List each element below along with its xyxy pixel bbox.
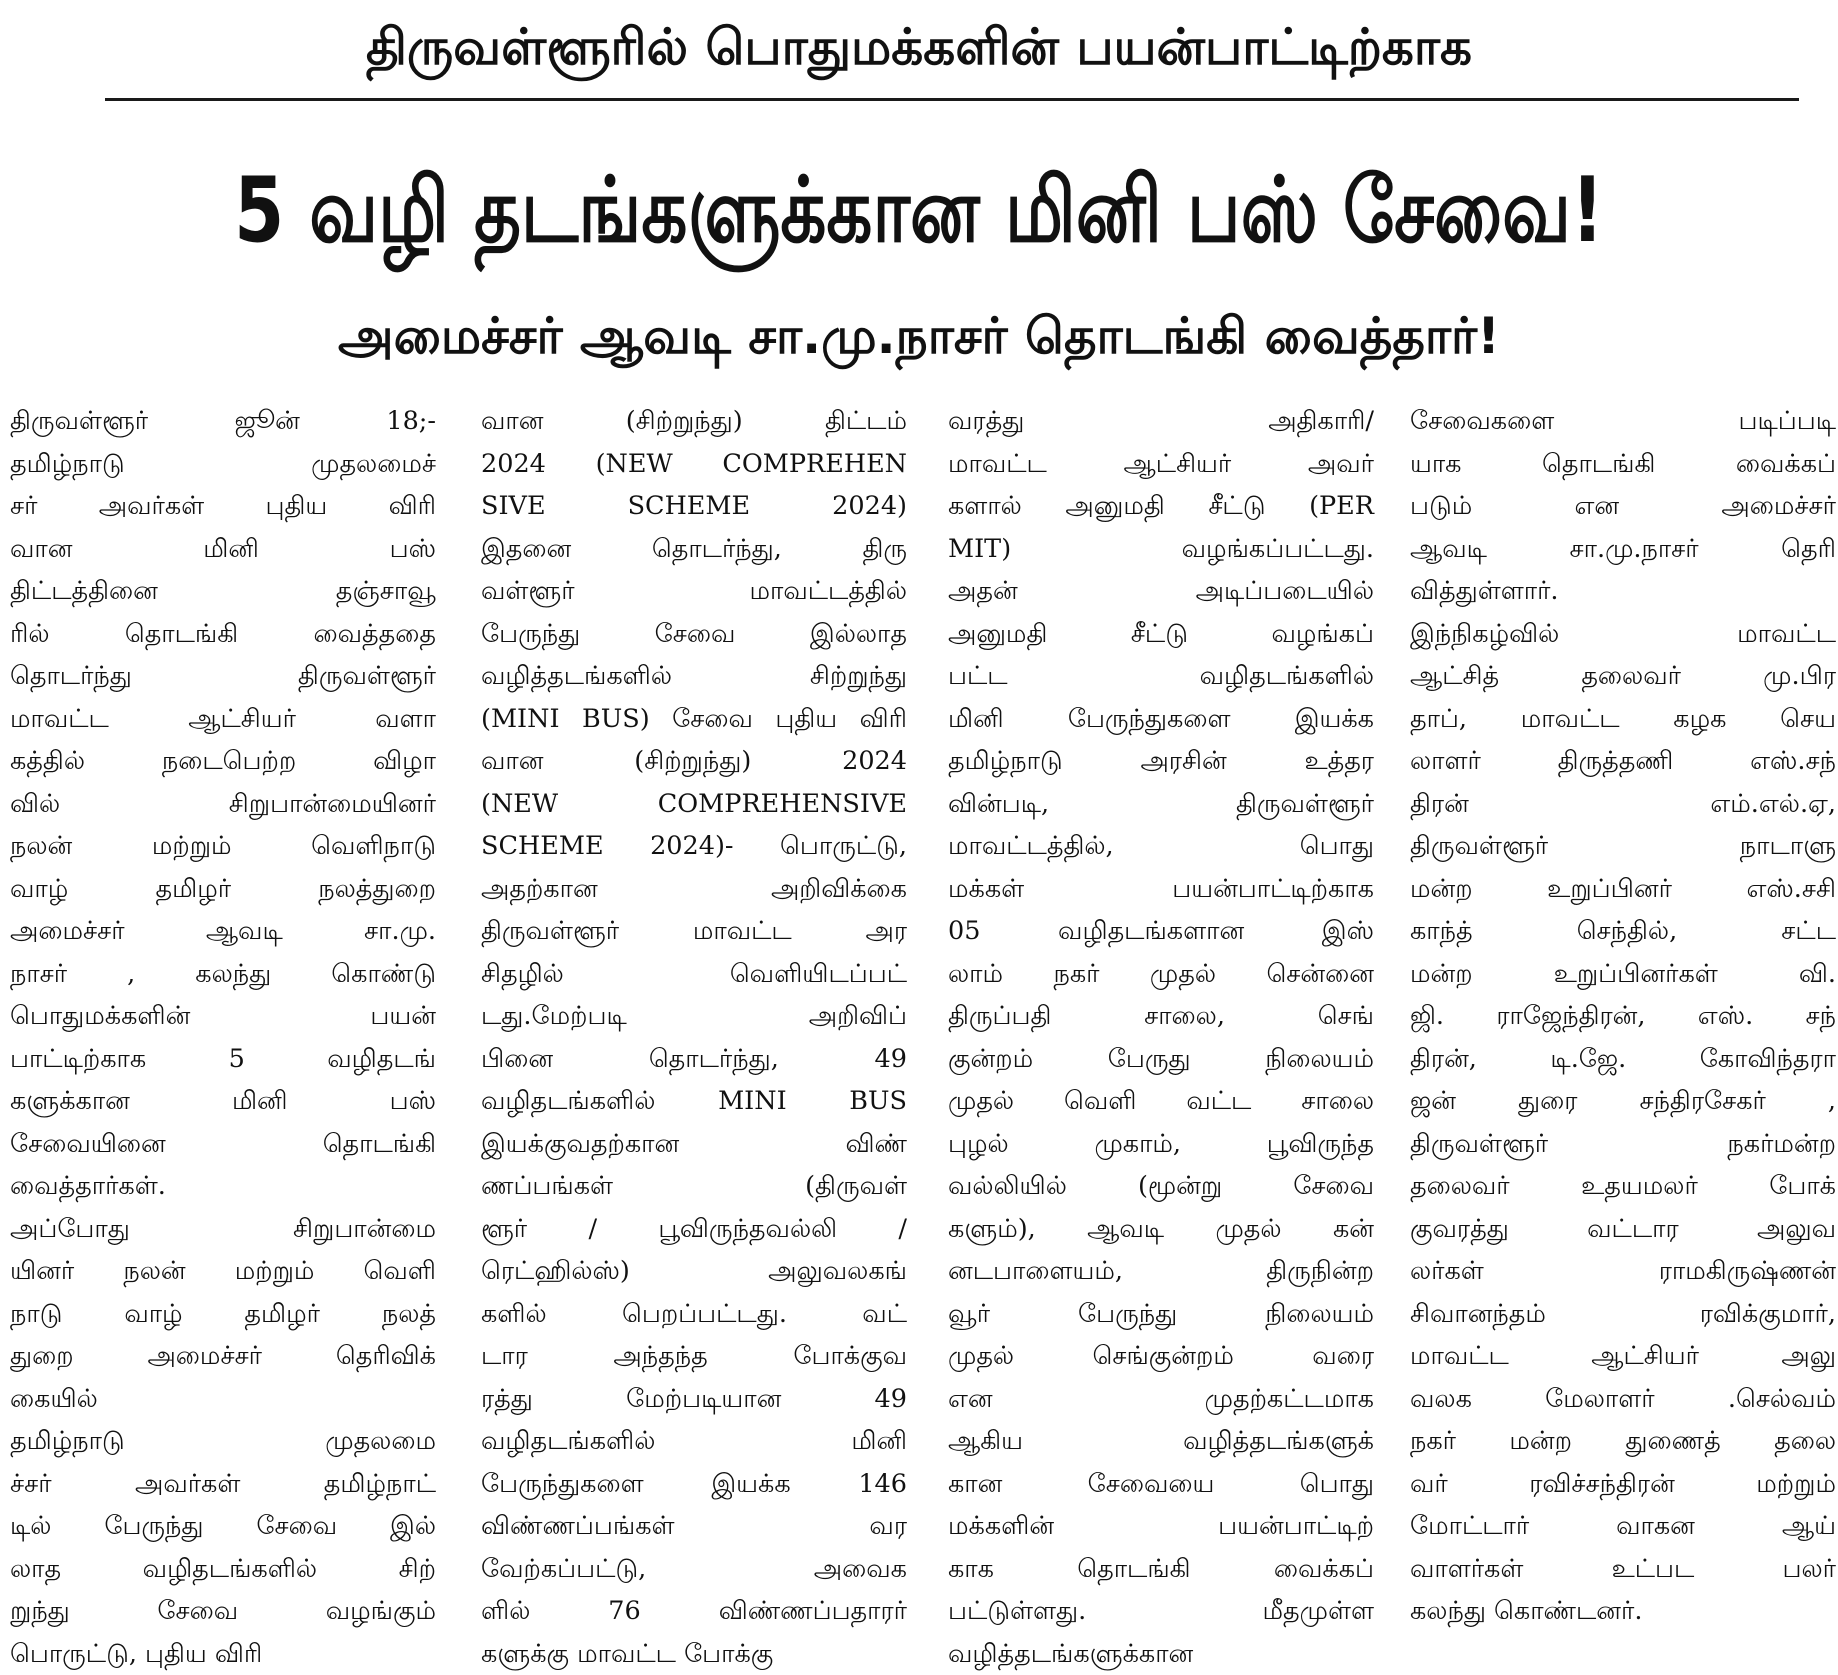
article-text-line: ரெட்ஹில்ஸ்) அலுவலகங் (481, 1250, 907, 1293)
article-text-line: தாப், மாவட்ட கழக செய (1410, 698, 1836, 741)
article-text-line: களுக்கு மாவட்ட போக்கு (481, 1633, 907, 1675)
article-column-3 (948, 400, 1374, 1650)
article-text-line: பினை தொடர்ந்து, 49 (481, 1038, 907, 1081)
article-text-line: திருப்பதி சாலை, செங் (948, 995, 1374, 1038)
article-text-line: ளூர் / பூவிருந்தவல்லி / (481, 1208, 907, 1251)
article-text-line: பட்ட வழிதடங்களில் (948, 655, 1374, 698)
article-text-line: வித்துள்ளார். (1410, 570, 1836, 613)
article-text-line: வள்ளூர் மாவட்டத்தில் (481, 570, 907, 613)
article-text-line: ஆவடி சா.மு.நாசர் தெரி (1410, 528, 1836, 571)
article-text-line: கத்தில் நடைபெற்ற விழா (10, 740, 436, 783)
article-text-line: ணப்பங்கள் (திருவள் (481, 1165, 907, 1208)
article-text-line: அப்போது சிறுபான்மை (10, 1208, 436, 1251)
article-text-line: ரத்து மேற்படியான 49 (481, 1378, 907, 1421)
article-text-line: MIT) வழங்கப்பட்டது. (948, 528, 1374, 571)
article-text-line: றுந்து சேவை வழங்கும் (10, 1590, 436, 1633)
article-text-line: மாவட்ட ஆட்சியர் அவர் (948, 443, 1374, 486)
article-text-line: பொருட்டு, புதிய விரி (10, 1633, 436, 1675)
article-text-line: வாளர்கள் உட்பட பலர் (1410, 1548, 1836, 1591)
article-text-line: படும் என அமைச்சர் (1410, 485, 1836, 528)
article-text-line: மன்ற உறுப்பினர்கள் வி. (1410, 953, 1836, 996)
article-text-line: திருவள்ளூர் ஜூன் 18;- (10, 400, 436, 443)
article-text-line: ளில் 76 விண்ணப்பதாரர் (481, 1590, 907, 1633)
article-text-line: மன்ற உறுப்பினர் எஸ்.சசி (1410, 868, 1836, 911)
kicker-headline: திருவள்ளூரில் பொதுமக்களின் பயன்பாட்டிற்காக (0, 4, 1838, 90)
article-text-line: களும்), ஆவடி முதல் கன் (948, 1208, 1374, 1251)
article-text-line: கையில் (10, 1378, 436, 1421)
article-text-line: காந்த் செந்தில், சட்ட (1410, 910, 1836, 953)
article-text-line: தொடர்ந்து திருவள்ளூர் (10, 655, 436, 698)
article-text-line: துறை அமைச்சர் தெரிவிக் (10, 1335, 436, 1378)
article-text-line: ஆகிய வழித்தடங்களுக் (948, 1420, 1374, 1463)
article-text-line: வான (சிற்றுந்து) திட்டம் (481, 400, 907, 443)
article-text-line: வரத்து அதிகாரி/ (948, 400, 1374, 443)
article-text-line: ச்சர் அவர்கள் தமிழ்நாட் (10, 1463, 436, 1506)
article-text-line: இயக்குவதற்கான விண் (481, 1123, 907, 1166)
article-text-line: தலைவர் உதயமலர் போக் (1410, 1165, 1836, 1208)
article-text-line: SCHEME 2024)- பொருட்டு, (481, 825, 907, 868)
article-text-line: வின்படி, திருவள்ளூர் (948, 783, 1374, 826)
article-text-line: முதல் வெளி வட்ட சாலை (948, 1080, 1374, 1123)
article-text-line: (MINI BUS) சேவை புதிய விரி (481, 698, 907, 741)
article-text-line: யினர் நலன் மற்றும் வெளி (10, 1250, 436, 1293)
article-text-line: அனுமதி சீட்டு வழங்கப் (948, 613, 1374, 656)
article-text-line: இந்நிகழ்வில் மாவட்ட (1410, 613, 1836, 656)
article-text-line: நாடு வாழ் தமிழர் நலத் (10, 1293, 436, 1336)
article-text-line: பொதுமக்களின் பயன் (10, 995, 436, 1038)
headline-divider (105, 98, 1799, 101)
article-text-line: முதல் செங்குன்றம் வரை (948, 1335, 1374, 1378)
article-text-line: வழித்தடங்களில் சிற்றுந்து (481, 655, 907, 698)
article-text-line: லாத வழிதடங்களில் சிற் (10, 1548, 436, 1591)
article-text-line: காக தொடங்கி வைக்கப் (948, 1548, 1374, 1591)
article-text-line: களில் பெறப்பட்டது. வட் (481, 1293, 907, 1336)
article-text-line: மாவட்டத்தில், பொது (948, 825, 1374, 868)
article-text-line: திரன் எம்.எல்.ஏ, (1410, 783, 1836, 826)
article-column-2 (481, 400, 907, 1650)
article-text-line: 05 வழிதடங்களான இஸ் (948, 910, 1374, 953)
article-text-line: மாவட்ட ஆட்சியர் வளா (10, 698, 436, 741)
article-text-line: பேருந்து சேவை இல்லாத (481, 613, 907, 656)
article-text-line: சிதழில் வெளியிடப்பட் (481, 953, 907, 996)
article-text-line: திருவள்ளூர் நாடாளு (1410, 825, 1836, 868)
main-headline: 5 வழி தடங்களுக்கான மினி பஸ் சேவை! (0, 116, 1838, 304)
article-text-line: மாவட்ட ஆட்சியர் அலு (1410, 1335, 1836, 1378)
article-column-1 (10, 400, 436, 1650)
article-text-line: SIVE SCHEME 2024) (481, 485, 907, 528)
article-text-line: ஜி. ராஜேந்திரன், எஸ். சந் (1410, 995, 1836, 1038)
article-text-line: டில் பேருந்து சேவை இல் (10, 1505, 436, 1548)
article-text-line: வழிதடங்களில் மினி (481, 1420, 907, 1463)
article-text-line: மோட்டார் வாகன ஆய் (1410, 1505, 1836, 1548)
article-text-line: டார அந்தந்த போக்குவ (481, 1335, 907, 1378)
article-text-line: பேருந்துகளை இயக்க 146 (481, 1463, 907, 1506)
article-text-line: திருவள்ளூர் மாவட்ட அர (481, 910, 907, 953)
article-text-line: வூர் பேருந்து நிலையம் (948, 1293, 1374, 1336)
article-text-line: நகர் மன்ற துணைத் தலை (1410, 1420, 1836, 1463)
article-text-line: களுக்கான மினி பஸ் (10, 1080, 436, 1123)
article-text-line: லாம் நகர் முதல் சென்னை (948, 953, 1374, 996)
article-text-line: ரில் தொடங்கி வைத்ததை (10, 613, 436, 656)
article-text-line: கலந்து கொண்டனர். (1410, 1590, 1836, 1633)
article-text-line: தமிழ்நாடு அரசின் உத்தர (948, 740, 1374, 783)
article-text-line: சேவைகளை படிப்படி (1410, 400, 1836, 443)
article-text-line: வில் சிறுபான்மையினர் (10, 783, 436, 826)
article-text-line: வழித்தடங்களுக்கான (948, 1633, 1374, 1675)
article-text-line: யாக தொடங்கி வைக்கப் (1410, 443, 1836, 486)
article-text-line: என முதற்கட்டமாக (948, 1378, 1374, 1421)
article-text-line: மக்களின் பயன்பாட்டிற் (948, 1505, 1374, 1548)
article-text-line: சேவையினை தொடங்கி (10, 1123, 436, 1166)
article-text-line: புழல் முகாம், பூவிருந்த (948, 1123, 1374, 1166)
article-text-line: 2024 (NEW COMPREHEN (481, 443, 907, 486)
article-text-line: நாசர் , கலந்து கொண்டு (10, 953, 436, 996)
article-text-line: அமைச்சர் ஆவடி சா.மு. (10, 910, 436, 953)
article-text-line: களால் அனுமதி சீட்டு (PER (948, 485, 1374, 528)
sub-headline: அமைச்சர் ஆவடி சா.மு.நாசர் தொடங்கி வைத்தார்! (0, 288, 1838, 384)
article-text-line: டது.மேற்படி அறிவிப் (481, 995, 907, 1038)
article-text-line: நலன் மற்றும் வெளிநாடு (10, 825, 436, 868)
article-text-line: வேற்கப்பட்டு, அவைக (481, 1548, 907, 1591)
article-text-line: அதற்கான அறிவிக்கை (481, 868, 907, 911)
article-text-line: வான மினி பஸ் (10, 528, 436, 571)
article-text-line: குன்றம் பேருது நிலையம் (948, 1038, 1374, 1081)
article-text-line: ஆட்சித் தலைவர் மு.பிர (1410, 655, 1836, 698)
article-text-line: மக்கள் பயன்பாட்டிற்காக (948, 868, 1374, 911)
article-text-line: லாளர் திருத்தணி எஸ்.சந் (1410, 740, 1836, 783)
article-text-line: தமிழ்நாடு முதலமைச் (10, 443, 436, 486)
article-text-line: னடபாளையம், திருநின்ற (948, 1250, 1374, 1293)
article-text-line: பாட்டிற்காக 5 வழிதடங் (10, 1038, 436, 1081)
article-text-line: பட்டுள்ளது. மீதமுள்ள (948, 1590, 1374, 1633)
article-text-line: வான (சிற்றுந்து) 2024 (481, 740, 907, 783)
article-text-line: வாழ் தமிழர் நலத்துறை (10, 868, 436, 911)
article-text-line: மினி பேருந்துகளை இயக்க (948, 698, 1374, 741)
article-column-4 (1410, 400, 1836, 1650)
article-text-line: வைத்தார்கள். (10, 1165, 436, 1208)
article-text-line: ஜன் துரை சந்திரசேகர் , (1410, 1080, 1836, 1123)
article-text-line: வழிதடங்களில் MINI BUS (481, 1080, 907, 1123)
article-text-line: கான சேவையை பொது (948, 1463, 1374, 1506)
article-text-line: வர் ரவிச்சந்திரன் மற்றும் (1410, 1463, 1836, 1506)
article-text-line: குவரத்து வட்டார அலுவ (1410, 1208, 1836, 1251)
article-text-line: லர்கள் ராமகிருஷ்ணன் (1410, 1250, 1836, 1293)
article-text-line: அதன் அடிப்படையில் (948, 570, 1374, 613)
article-text-line: வலக மேலாளர் .செல்வம் (1410, 1378, 1836, 1421)
article-text-line: வல்லியில் (மூன்று சேவை (948, 1165, 1374, 1208)
article-text-line: திட்டத்தினை தஞ்சாவூ (10, 570, 436, 613)
article-text-line: சர் அவர்கள் புதிய விரி (10, 485, 436, 528)
article-text-line: இதனை தொடர்ந்து, திரு (481, 528, 907, 571)
article-text-line: திரன், டி.ஜே. கோவிந்தரா (1410, 1038, 1836, 1081)
article-text-line: சிவானந்தம் ரவிக்குமார், (1410, 1293, 1836, 1336)
article-text-line: திருவள்ளூர் நகர்மன்ற (1410, 1123, 1836, 1166)
article-text-line: (NEW COMPREHENSIVE (481, 783, 907, 826)
article-text-line: விண்ணப்பங்கள் வர (481, 1505, 907, 1548)
article-text-line: தமிழ்நாடு முதலமை (10, 1420, 436, 1463)
